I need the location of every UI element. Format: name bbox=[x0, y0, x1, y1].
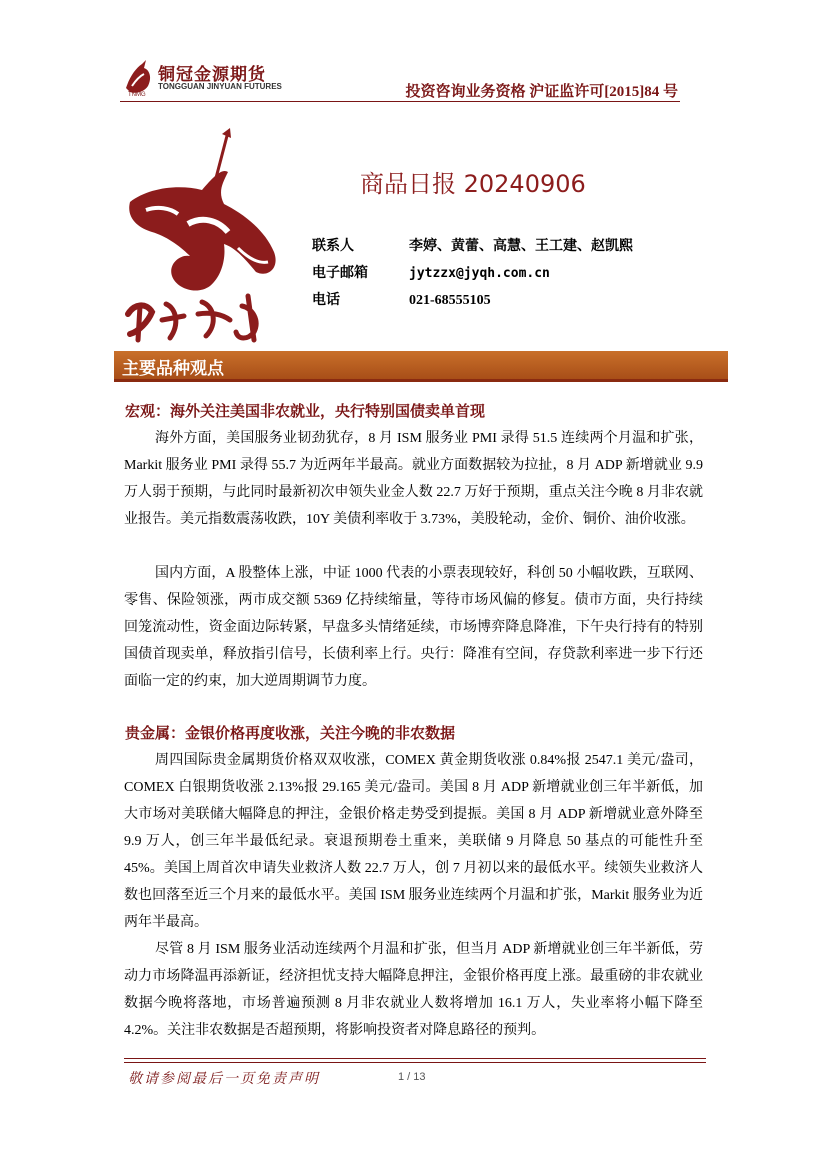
contact-row-phone bbox=[312, 289, 491, 309]
report-title: 商品日报 20240906 bbox=[360, 170, 586, 198]
contact-names: 李婷、黄蕾、高慧、王工建、赵凯熙 bbox=[409, 239, 633, 254]
contact-label: 联系人 bbox=[312, 239, 354, 254]
calligraphy-mark bbox=[128, 296, 256, 340]
page-number: 1 / 13 bbox=[398, 1071, 426, 1083]
qualification-text: 投资咨询业务资格 沪证监许可[2015]84 号 bbox=[405, 84, 678, 100]
brand-name-en: TONGGUAN JINYUAN FUTURES bbox=[158, 82, 282, 91]
email-link[interactable]: jytzzx@jyqh.com.cn bbox=[409, 266, 550, 281]
contact-label: 电子邮箱 bbox=[312, 266, 368, 281]
precious-metals-heading: 贵金属：金银价格再度收涨，关注今晚的非农数据 bbox=[125, 724, 456, 742]
precious-metals-paragraph-1: 周四国际贵金属期货价格双双收涨，COMEX 黄金期货收涨 0.84%报 2547.1 美元/盎司，COMEX 白银期货收涨 2.13%报 29.165 美元/盎司。美国 8 月 ADP 新增就业创三年半新低，加大市场对美联储大幅降息的押注，金银价格走势受到提振。美国 8 月 ADP 新增就业意外降至 9.9 万人，创三年半最低纪录。衰退预期卷土重来，美联储 9 月降息 50 基点的可能性升至 45%。美国上周首次申请失业救济人数 22.7 万人，创 7 月初以来的最低水平。续领失业救济人数也回落至近三个月来的最低水平。美国 ISM 服务业连续两个月温和扩张，Markit 服务业为近两年半最高。 bbox=[124, 753, 703, 930]
macro-paragraph-1: 海外方面，美国服务业韧劲犹存，8 月 ISM 服务业 PMI 录得 51.5 连续两个月温和扩张，Markit 服务业 PMI 录得 55.7 为近两年半最高。就业方面数据较为拉扯，8 月 ADP 新增就业 9.9 万人弱于预期，与此同时最新初次申领失业金人数 22.7 万好于预期，重点关注今晚 8 月非农就业报告。美元指数震荡收跌，10Y 美债利率收于 3.73%，美股轮动，金价、铜价、油价收涨。 bbox=[124, 431, 703, 527]
contact-row-email bbox=[312, 262, 550, 282]
section-title: 主要品种观点 bbox=[122, 359, 224, 379]
brand-short: TNMG bbox=[128, 92, 146, 98]
macro-heading: 宏观：海外关注美国非农就业，央行特别国债卖单首现 bbox=[125, 402, 486, 420]
footer-divider bbox=[124, 1058, 706, 1063]
precious-metals-paragraph-2: 尽管 8 月 ISM 服务业活动连续两个月温和扩张，但当月 ADP 新增就业创三年半新低，劳动力市场降温再添新证，经济担忧支持大幅降息押注，金银价格再度上涨。最重磅的非农就业数据今晚将落地，市场普遍预测 8 月非农就业人数将增加 16.1 万人，失业率将小幅下降至 4.2%。关注非农数据是否超预期，将影响投资者对降息路径的预判。 bbox=[124, 942, 703, 1038]
brand-emblem bbox=[118, 128, 288, 348]
disclaimer-link[interactable]: 敬请参阅最后一页免责声明 bbox=[128, 1072, 320, 1087]
contact-row-people bbox=[312, 235, 633, 255]
macro-paragraph-2: 国内方面，A 股整体上涨，中证 1000 代表的小票表现较好，科创 50 小幅收跌，互联网、零售、保险领涨，两市成交额 5369 亿持续缩量，等待市场风偏的修复。债市方面，央行持续回笼流动性，资金面边际转紧，早盘多头情绪延续，市场博弈降息降准，下午央行持有的特别国债首现卖单，释放指引信号，长债利率上行。央行：降准有空间，存贷款利率进一步下行还面临一定的约束，加大逆周期调节力度。 bbox=[124, 566, 703, 689]
contact-label: 电话 bbox=[312, 293, 340, 308]
phone-number: 021-68555105 bbox=[409, 293, 491, 308]
brand-name-cn: 铜冠金源期货 bbox=[158, 65, 266, 85]
header-divider bbox=[120, 101, 680, 102]
section-header-bar bbox=[114, 351, 728, 382]
